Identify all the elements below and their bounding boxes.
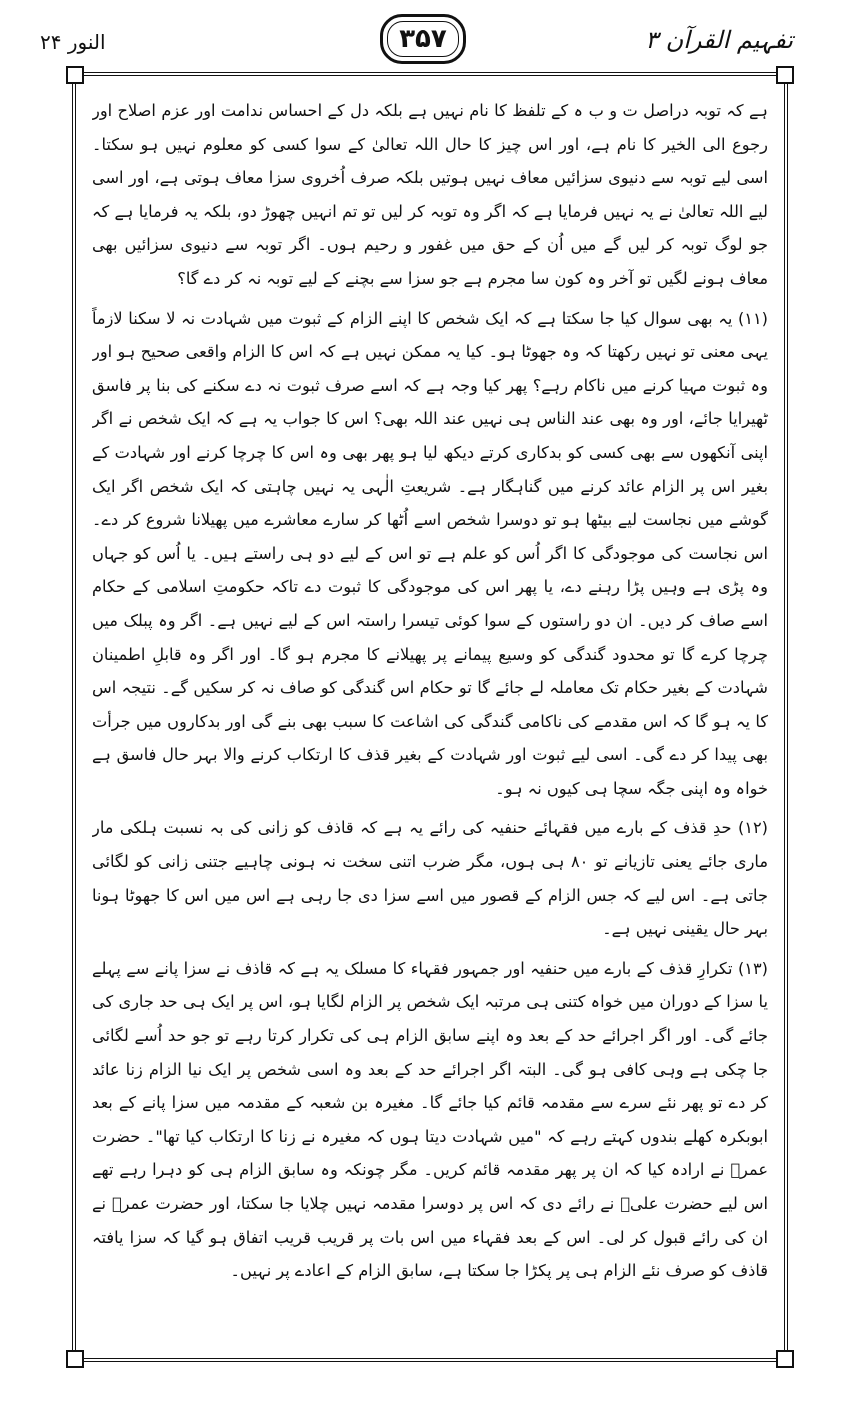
book-title: تفہیم القرآن ۳ (645, 26, 793, 54)
page-number-medallion (380, 14, 466, 64)
surah-reference: النور ۲۴ (40, 30, 106, 54)
paragraph-note-13: (۱۳) تکرارِ قذف کے بارے میں حنفیہ اور جمہور فقہاء کا مسلک یہ ہے کہ قاذف نے سزا پانے سے پہلے یا سزا کے دوران میں خواہ کتنی ہی مرتبہ ایک شخص پر الزام لگایا ہو، اس پر ایک ہی حد جاری کی جائے گی۔ اور اگر اجرائے حد کے بعد وہ اپنے سابق الزام ہی کی تکرار کرتا رہے تو جو حد اُسے لگائی جا چکی ہے وہی کافی ہو گی۔ البتہ اگر اجرائے حد کے بعد وہ اسی شخص پر ایک نیا الزام زنا عائد کر دے تو پھر نئے سرے سے مقدمہ قائم کیا جائے گا۔ مغیرہ بن شعبہ کے مقدمہ میں سزا پانے کے بعد ابوبکرہ کھلے بندوں کہتے رہے کہ "میں شہادت دیتا ہوں کہ مغیرہ نے زنا کا ارتکاب کیا تھا"۔ حضرت عمرؓ نے ارادہ کیا کہ ان پر پھر مقدمہ قائم کریں۔ مگر چونکہ وہ سابق الزام ہی کو دہرا رہے تھے اس لیے حضرت علیؓ نے رائے دی کہ اس پر دوسرا مقدمہ نہیں چلایا جا سکتا، اور حضرت عمرؓ نے ان کی رائے قبول کر لی۔ اس کے بعد فقہاء میں اس بات پر قریب قریب اتفاق ہو گیا کہ سزا یافتہ قاذف کو صرف نئے الزام ہی پر پکڑا جا سکتا ہے، سابق الزام کے اعادے پر نہیں۔ (92, 958, 768, 1281)
body-text (92, 94, 768, 1350)
corner-ornament (66, 1350, 84, 1368)
corner-ornament (776, 1350, 794, 1368)
corner-ornament (66, 66, 84, 84)
corner-ornament (776, 66, 794, 84)
paragraph-note-12: (۱۲) حدِ قذف کے بارے میں فقہائے حنفیہ کی رائے یہ ہے کہ قاذف کو زانی کی بہ نسبت ہلکی مار ماری جائے یعنی تازیانے تو ۸۰ ہی ہوں، مگر ضرب اتنی سخت نہ ہونی چاہیے جتنی زانی کو لگائی جاتی ہے۔ اس لیے کہ جس الزام کے قصور میں اسے سزا دی جا رہی ہے اس میں اس کا جھوٹا ہونا بہر حال یقینی نہیں ہے۔ (92, 818, 768, 939)
paragraph-note-11: (۱۱) یہ بھی سوال کیا جا سکتا ہے کہ ایک شخص کا اپنے الزام کے ثبوت میں شہادت نہ لا سکنا لازماً یہی معنی تو نہیں رکھتا کہ وہ جھوٹا ہو۔ کیا یہ ممکن نہیں ہے کہ اس کا الزام واقعی صحیح ہو اور وہ ثبوت مہیا کرنے میں ناکام رہے؟ پھر کیا وجہ ہے کہ اسے صرف ثبوت نہ دے سکنے کی بنا پر فاسق ٹھیرایا جائے، اور وہ بھی عند الناس ہی نہیں عند اللہ بھی؟ اس کا جواب یہ ہے کہ ایک شخص نے اگر اپنی آنکھوں سے بھی کسی کو بدکاری کرتے دیکھ لیا ہو پھر بھی وہ اس کا چرچا کرنے اور شہادت کے بغیر اس پر الزام عائد کرنے میں گناہگار ہے۔ شریعتِ الٰہی یہ نہیں چاہتی کہ ایک شخص اگر ایک گوشے میں نجاست لیے بیٹھا ہو تو دوسرا شخص اسے اُٹھا کر سارے معاشرے میں پھیلانا شروع کر دے۔ اس نجاست کی موجودگی کا اگر اُس کو علم ہے تو اس کے لیے دو ہی راستے ہیں۔ یا اُس کو جہاں وہ پڑی ہے وہیں پڑا رہنے دے، یا پھر اس کی موجودگی کا ثبوت دے تاکہ حکومتِ اسلامی کے حکام اسے صاف کر دیں۔ ان دو راستوں کے سوا کوئی تیسرا راستہ اس کے لیے نہیں ہے۔ اگر وہ پبلک میں چرچا کرے گا تو محدود گندگی کو وسیع پیمانے پر پھیلانے کا مجرم ہو گا۔ اور اگر وہ قابلِ اطمینان شہادت کے بغیر حکام تک معاملہ لے جائے گا تو حکام اس گندگی کو صاف نہ کر سکیں گے۔ نتیجہ اس کا یہ ہو گا کہ اس مقدمے کی ناکامی گندگی کی اشاعت کا سبب بھی بنے گی اور بدکاروں میں جرأت بھی پیدا کر دے گی۔ اسی لیے ثبوت اور شہادت کے بغیر قذف کا ارتکاب کرنے والا بہر حال فاسق ہے خواہ وہ اپنی جگہ سچا ہی کیوں نہ ہو۔ (92, 308, 768, 798)
page-number: ۳۵۷ (399, 24, 447, 54)
paragraph-repentance: ہے کہ توبہ دراصل ت و ب ہ کے تلفظ کا نام نہیں ہے بلکہ دل کے احساس ندامت اور عزم اصلاح اور رجوع الی الخیر کا نام ہے، اور اس چیز کا حال اللہ تعالیٰ کے سوا کسی کو معلوم نہیں ہو سکتا۔ اسی لیے توبہ سے دنیوی سزائیں معاف نہیں ہوتیں بلکہ صرف اُخروی سزا معاف ہوتی ہے، اور اسی لیے اللہ تعالیٰ نے یہ نہیں فرمایا ہے کہ اگر وہ توبہ کر لیں تو تم انہیں چھوڑ دو، بلکہ یہ فرمایا ہے کہ جو لوگ توبہ کر لیں گے میں اُن کے حق میں غفور و رحیم ہوں۔ اگر توبہ سے دنیوی سزائیں بھی معاف ہونے لگیں تو آخر وہ کون سا مجرم ہے جو سزا سے بچنے کے لیے توبہ نہ کر دے گا؟ (92, 101, 768, 288)
